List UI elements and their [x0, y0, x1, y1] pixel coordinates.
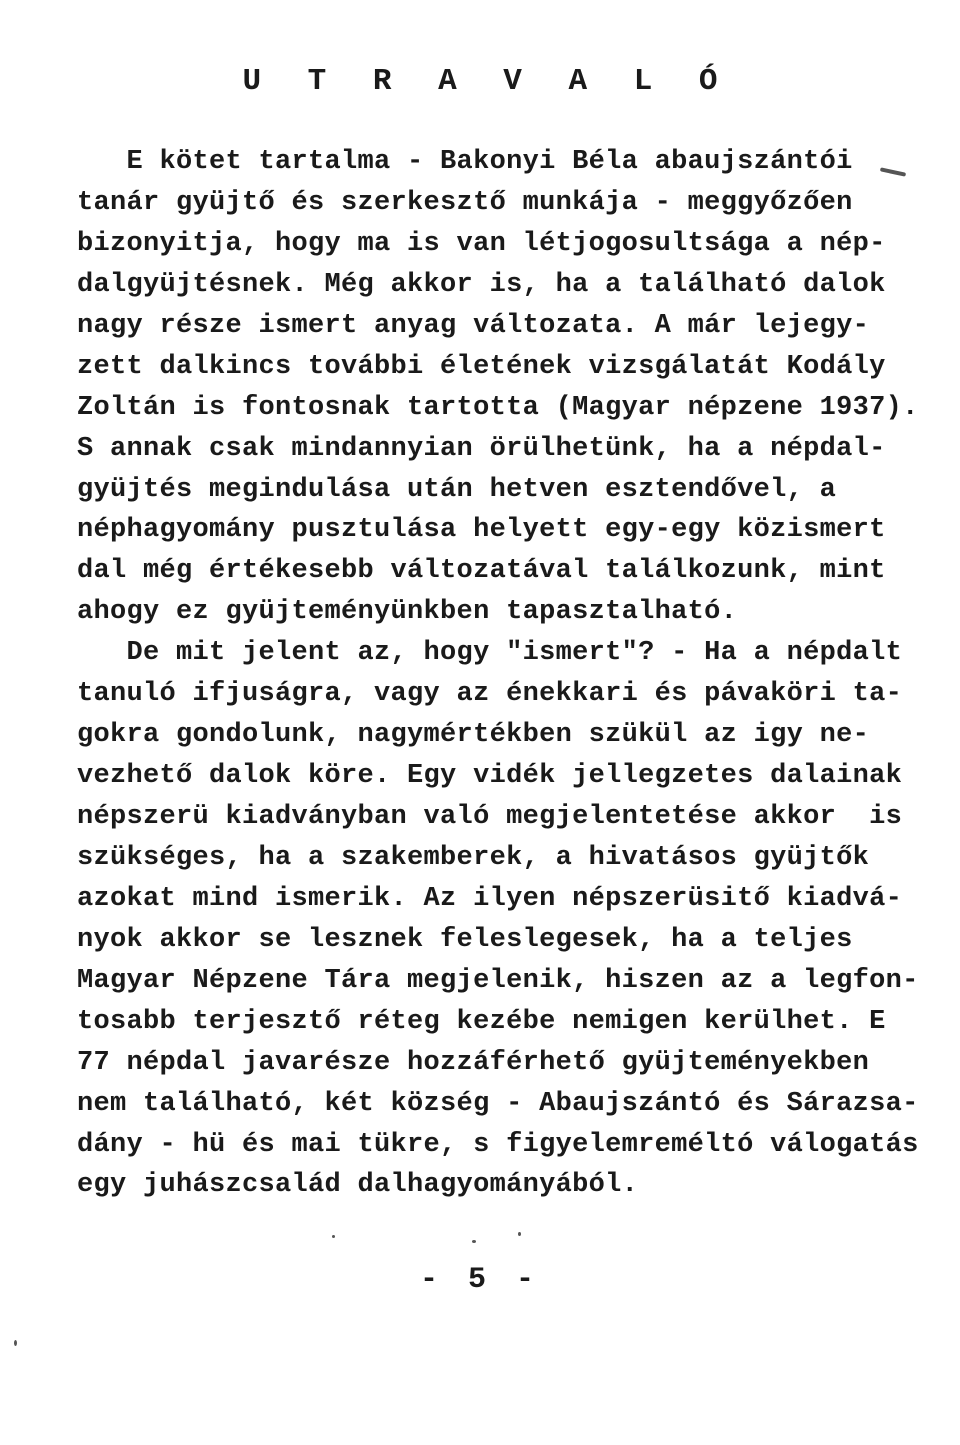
text-line: népszerü kiadványban való megjelentetése akkor is — [77, 802, 903, 832]
text-line: néphagyomány pusztulása helyett egy-egy közismert — [77, 515, 886, 546]
text-line: 77 népdal javarésze hozzáférhető gyüjteményekben — [77, 1047, 870, 1078]
text-line: gyüjtés megindulása után hetven esztendővel, a — [77, 474, 837, 505]
text-line: egy juhászcsalád dalhagyományából. — [77, 1170, 639, 1201]
text-line: gokra gondolunk, nagymértékben szükül az igy ne- — [77, 720, 870, 751]
text-line: azokat mind ismerik. Az ilyen népszerüsitő kiadvá- — [77, 883, 903, 914]
text-line: ahogy ez gyüjteményünkben tapasztalható. — [77, 597, 738, 628]
scan-speck — [518, 1232, 521, 1236]
text-line: nyok akkor se lesznek feleslegesek, ha a teljes — [77, 924, 853, 955]
text-line: De mit jelent az, hogy "ismert"? - Ha a népdalt — [77, 638, 903, 669]
text-line: dal még értékesebb változatával találkozunk, mint — [77, 556, 886, 587]
text-line: szükséges, ha a szakemberek, a hivatásos gyüjtők — [77, 842, 870, 873]
body-text — [77, 142, 937, 1206]
text-line: dány - hü és mai tükre, s figyelemreméltó válogatás — [77, 1129, 919, 1160]
text-line: nem található, két község - Abaujszántó és Sárazsa- — [77, 1088, 919, 1119]
text-line: vezhető dalok köre. Egy vidék jellegzetes dalainak — [77, 761, 903, 792]
text-line: E kötet tartalma - Bakonyi Béla abaujszántói — [77, 147, 853, 177]
text-line: bizonyitja, hogy ma is van létjogosultsága a nép- — [77, 228, 886, 259]
text-line: nagy része ismert anyag változata. A már lejegy- — [77, 310, 870, 341]
page-title: U T R A V A L Ó — [242, 64, 732, 99]
text-line: tosabb terjesztő réteg kezébe nemigen kerülhet. E — [77, 1006, 886, 1037]
text-line: zett dalkincs további életének vizsgálatát Kodály — [77, 351, 886, 382]
text-line: Magyar Népzene Tára megjelenik, hiszen az a legfon- — [77, 965, 919, 996]
text-line: Zoltán is fontosnak tartotta (Magyar népzene 1937). — [77, 392, 919, 423]
text-line: dalgyüjtésnek. Még akkor is, ha a található dalok — [77, 269, 886, 300]
text-line: tanuló ifjuságra, vagy az énekkari és pávaköri ta- — [77, 679, 903, 710]
page-number: - 5 - — [419, 1263, 540, 1297]
scan-speck — [472, 1240, 476, 1243]
scan-speck — [332, 1235, 335, 1238]
scan-speck — [14, 1340, 17, 1346]
text-line: S annak csak mindannyian örülhetünk, ha a népdal- — [77, 433, 886, 464]
text-line: tanár gyüjtő és szerkesztő munkája - meggyőzően — [77, 187, 853, 218]
